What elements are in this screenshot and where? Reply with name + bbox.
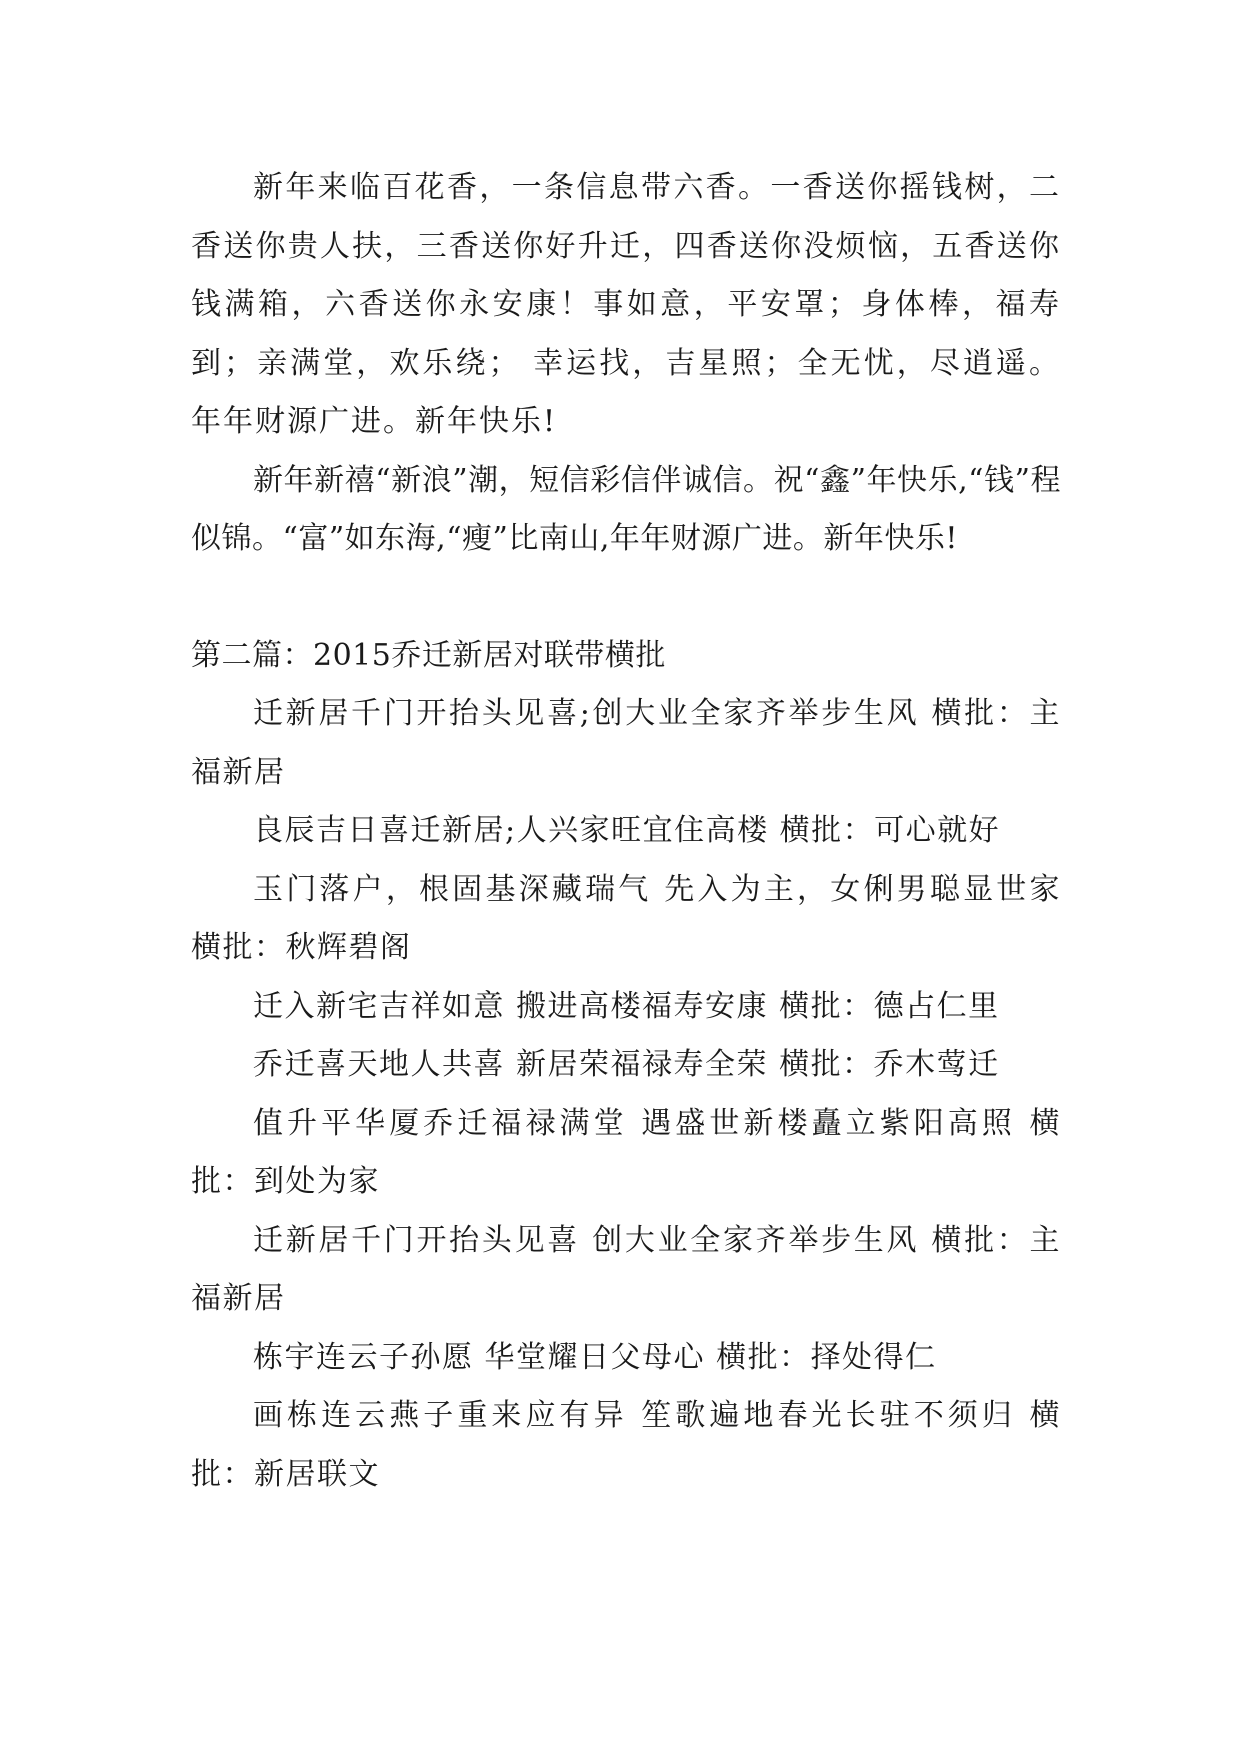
couplet-item: 画栋连云燕子重来应有异 笙歌遍地春光长驻不须归 横批：新居联文 (191, 1398, 1061, 1492)
couplet-item: 良辰吉日喜迁新居;人兴家旺宜住高楼 横批：可心就好 (253, 813, 1001, 848)
couplet-item: 迁新居千门开抬头见喜;创大业全家齐举步生风 横批：主福新居 (191, 696, 1061, 790)
couplet-item: 玉门落户，根固基深藏瑞气 先入为主，女俐男聪显世家 横批：秋辉碧阁 (191, 871, 1061, 965)
document-body (191, 159, 1061, 1504)
section-title: 第二篇：2015乔迁新居对联带横批 (191, 637, 666, 673)
paragraph-new-year-wishes: 新年新禧“新浪”潮，短信彩信伴诚信。祝“鑫”年快乐,“钱”程似锦。“富”如东海,“瘦”比南山,年年财源广进。新年快乐! (191, 462, 1061, 556)
couplet-item: 迁新居千门开抬头见喜 创大业全家齐举步生风 横批：主福新居 (191, 1222, 1061, 1316)
couplet-item: 值升平华厦乔迁福禄满堂 遇盛世新楼矗立紫阳高照 横批：到处为家 (191, 1105, 1061, 1199)
couplet-item: 栋宇连云子孙愿 华堂耀日父母心 横批：择处得仁 (253, 1339, 937, 1375)
paragraph-new-year-six-fragrances: 新年来临百花香，一条信息带六香。一香送你摇钱树，二香送你贵人扶，三香送你好升迁，四香送你没烦恼，五香送你钱满箱，六香送你永安康！事如意，平安罩；身体棒，福寿到；亲满堂，欢乐绕； 幸运找，吉星照；全无忧，尽逍遥。年年财源广进。新年快乐! (191, 170, 1061, 439)
couplet-item: 迁入新宅吉祥如意 搬进高楼福寿安康 横批：德占仁里 (253, 988, 1000, 1024)
couplet-item: 乔迁喜天地人共喜 新居荣福禄寿全荣 横批：乔木莺迁 (253, 1047, 1000, 1082)
